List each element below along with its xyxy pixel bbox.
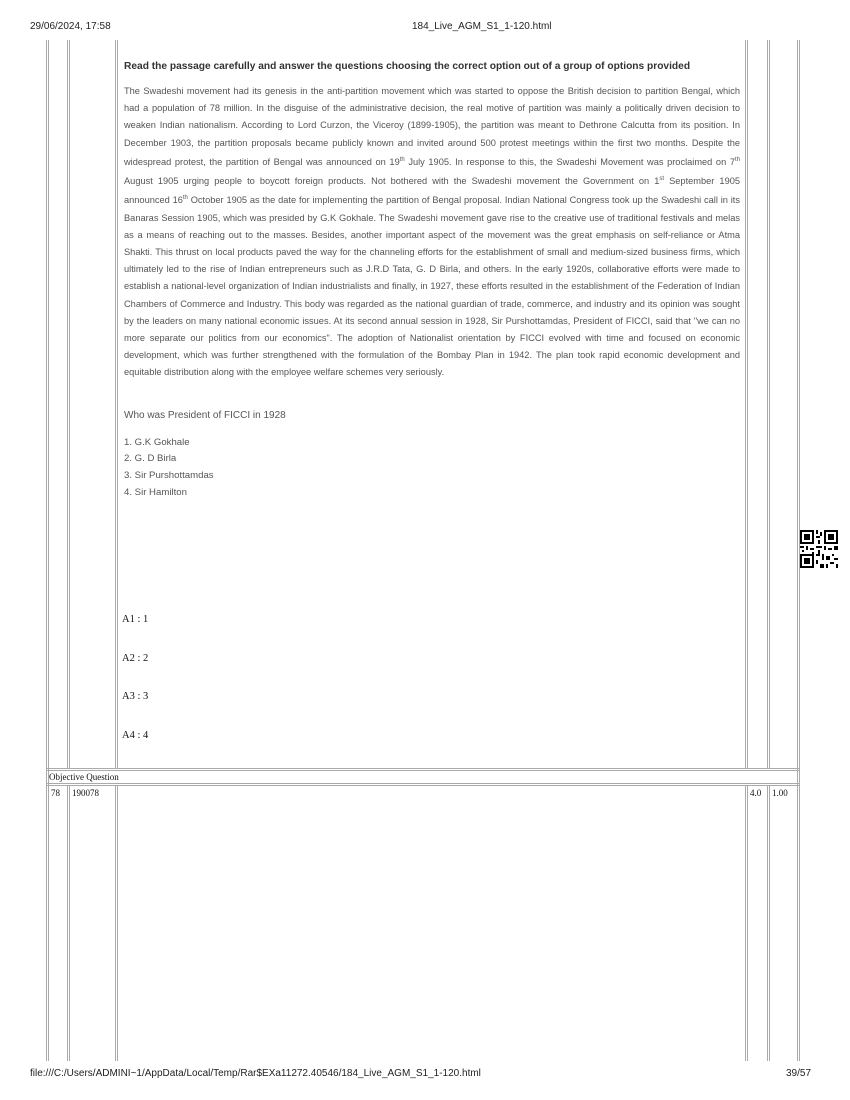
answer-key-1: A1 : 1 <box>122 614 149 625</box>
print-datetime: 29/06/2024, 17:58 <box>30 21 111 32</box>
answer-key-3: A3 : 3 <box>122 691 149 702</box>
option-item: 4. Sir Hamilton <box>124 487 187 499</box>
option-item: 3. Sir Purshottamdas <box>124 470 214 482</box>
question-serial: 78 <box>51 788 60 798</box>
question-content <box>124 58 740 502</box>
option-item: 2. G. D Birla <box>124 453 177 465</box>
instruction-heading: Read the passage carefully and answer the questions choosing the correct option out of a group of options provided <box>124 61 691 72</box>
question-text: Who was President of FICCI in 1928 <box>124 409 286 421</box>
answer-key-4: A4 : 4 <box>122 730 149 741</box>
options-list <box>124 435 740 502</box>
print-file-path: file:///C:/Users/ADMINI~1/AppData/Local/Temp/Rar$EXa11272.40546/184_Live_AGM_S1_1-120.html <box>30 1068 481 1079</box>
answer-key-2: A2 : 2 <box>122 653 149 664</box>
print-title: 184_Live_AGM_S1_1-120.html <box>412 21 552 32</box>
question-marks: 4.0 <box>750 788 762 798</box>
question-type-label: Objective Question <box>49 772 119 782</box>
question-negative-marks: 1.00 <box>772 788 788 798</box>
passage-text: The Swadeshi movement had its genesis in the anti-partition movement which was started to oppose the British decision to partition Bengal, which had a population of 78 million. In the disguise of the administrative decision, the real motive of partition was mainly a politically driven decision to weaken Indian nationalism. According to Lord Curzon, the Viceroy (1899-1905), the partition was meant to Dethrone Calcutta from its position. In December 1903, the partition proposals became publicly known and invited around 500 protest meetings within the first two months. Despite the widespread protest, the partition of Bengal was announced on 19th July 1905. In response to this, the Swadeshi Movement was proclaimed on 7th August 1905 urging people to boycott foreign products. Not bothered with the Swadeshi movement the Government on 1st September 1905 announced 16th October 1905 as the date for implementing the partition of Bengal proposal. Indian National Congress took up the Swadeshi call in its Banaras Session 1905, which was presided by G.K Gokhale. The Swadeshi movement gave rise to the creative use of traditional festivals and melas as a means of reaching out to the masses. Besides, another important aspect of the movement was the great emphasis on self-reliance or Atma Shakti. This thrust on local products paved the way for the channeling efforts for the establishment of small and medium-sized business firms, which ultimately led to the rise of Indian entrepreneurs such as J.R.D Tata, G. D Birla, and others. In the early 1920s, collaborative efforts were made to establish a national-level organization of Indian industrialists and finally, in 1927, these efforts resulted in the establishment of the Federation of Indian Chambers of Commerce and Industry. This body was regarded as the national guardian of trade, commerce, and industry and its opinion was sought by the leaders on many national economic issues. At its second annual session in 1928, Sir Purshottamdas, President of FICCI, said that "we can no more separate our politics from our economics". The adoption of Nationalist orientation by FICCI evolved with time and focused on economic development, which was further strengthened with the formulation of the Bombay Plan in 1942. The plan took rapid economic development and equitable distribution along with the employee welfare schemes very seriously. <box>124 86 740 378</box>
print-page-number: 39/57 <box>786 1068 812 1079</box>
qr-code-icon <box>800 530 838 568</box>
question-id: 190078 <box>72 788 99 798</box>
option-item: 1. G.K Gokhale <box>124 436 190 448</box>
